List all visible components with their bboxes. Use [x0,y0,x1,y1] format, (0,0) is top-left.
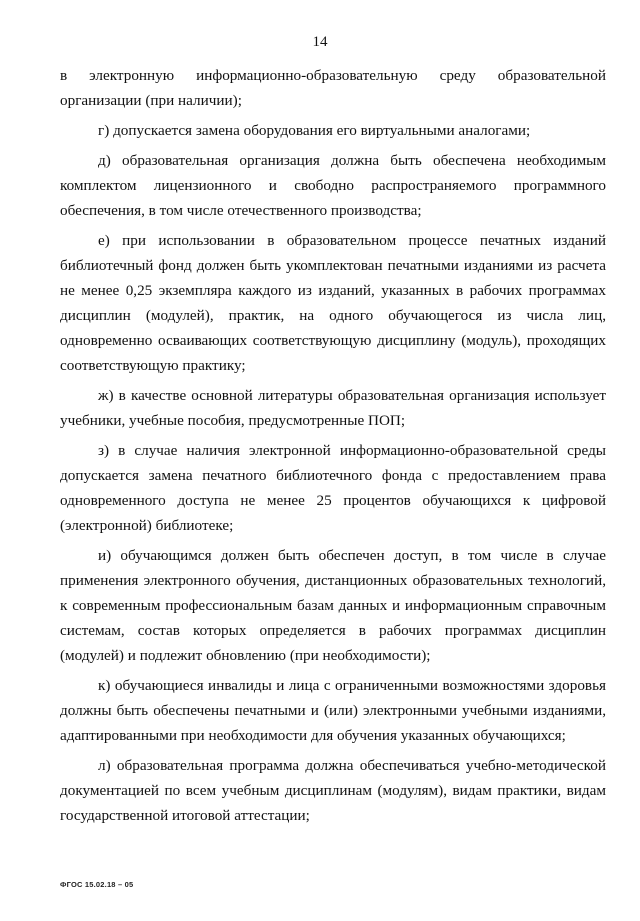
paragraph-g: г) допускается замена оборудования его виртуальными аналогами; [98,122,531,139]
paragraph-zh: ж) в качестве основной литературы образовательная организация использует учебники, учебные пособия, предусмотренные ПОП; [60,387,606,429]
paragraph-e: е) при использовании в образовательном процессе печатных изданий библиотечный фонд должен быть укомплектован печатными изданиями из расчета не менее 0,25 экземпляра каждого из изданий, указанных в рабочих программах дисциплин (модулей), практик, на одного обучающегося из числа лиц, одновременно осваивающих соответствующую дисциплину (модуль), проходящих соответствующую практику; [60,232,606,374]
paragraph-d: д) образовательная организация должна быть обеспечена необходимым комплектом лицензионного и свободно распространяемого программного обеспечения, в том числе отечественного производства; [60,152,606,219]
footer-code: ФГОС 15.02.18 – 05 [60,880,134,889]
paragraph-l: л) образовательная программа должна обеспечиваться учебно-методической документацией по всем учебным дисциплинам (модулям), видам практики, видам государственной итоговой аттестации; [60,757,606,824]
paragraph-z: з) в случае наличия электронной информационно-образовательной среды допускается замена печатного библиотечного фонда с предоставлением права одновременного доступа не менее 25 процентов обучающихся к цифровой (электронной) библиотеке; [60,442,606,534]
paragraph-continuation: в электронную информационно-образовательную среду образовательной организации (при наличии); [60,67,606,109]
paragraph-i: и) обучающимся должен быть обеспечен доступ, в том числе в случае применения электронного обучения, дистанционных образовательных технологий, к современным профессиональным базам данных и информационным справочным системам, состав которых определяется в рабочих программах дисциплин (модулей) и подлежит обновлению (при необходимости); [60,547,606,664]
document-body [60,63,606,833]
paragraph-k: к) обучающиеся инвалиды и лица с ограниченными возможностями здоровья должны быть обеспечены печатными и (или) электронными учебными изданиями, адаптированными при необходимости для обучения указанных обучающихся; [60,677,606,744]
page-number: 14 [312,34,328,50]
